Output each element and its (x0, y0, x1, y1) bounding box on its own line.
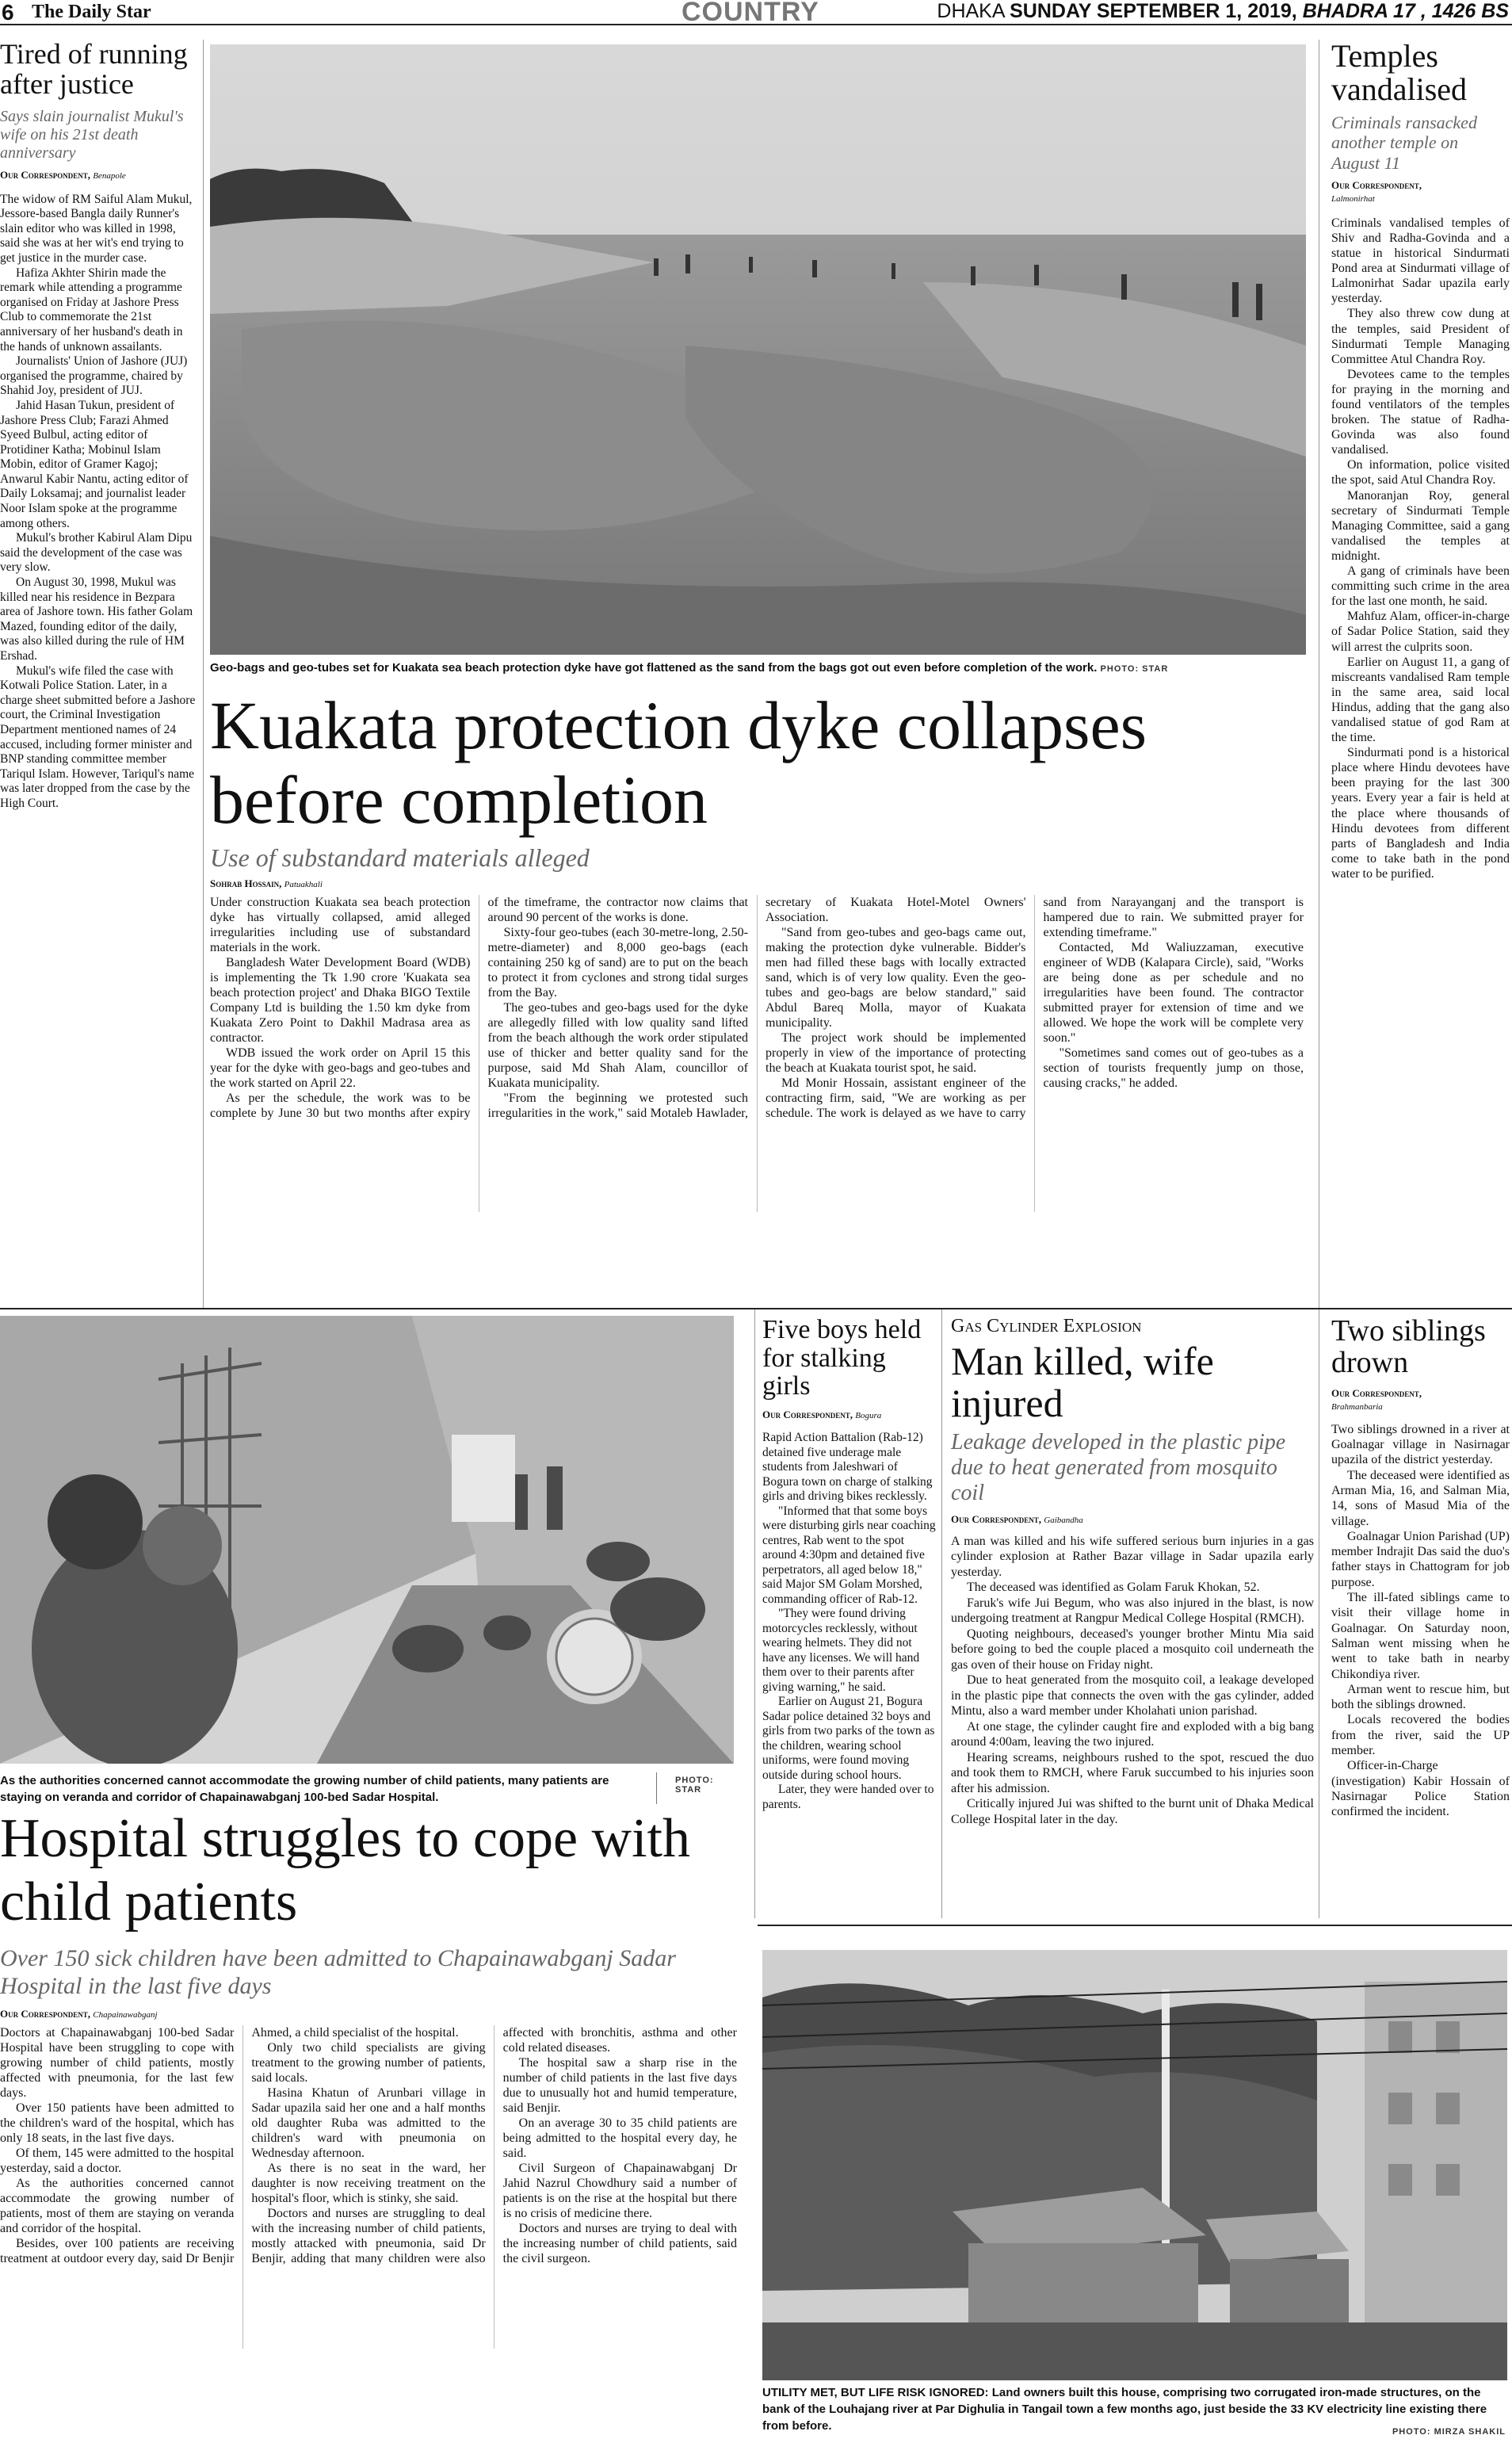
paragraph: "Sand from geo-tubes and geo-bags came out, making the protection dyke vulnerable. Bidder's men had filled these bags with locally extracted sand, which is of very low quality. Even the geo-tubes and geo-bags are below standard," said Abdul Bareq Molla, mayor of Kuakata municipality. (766, 925, 1026, 1030)
paragraph: Arman went to rescue him, but both the siblings drowned. (1331, 1682, 1510, 1712)
paragraph: Doctors at Chapainawabganj 100-bed Sadar Hospital have been struggling to cope with growing number of child patients, mostly affected with pneumonia, for the last few days. (0, 2026, 235, 2100)
paragraph: "They were found driving motorcycles recklessly, without wearing helmets. They did not have any licenses. We will hand them over to their parents after giving warning," he said. (762, 1607, 920, 1694)
story-tired-of-justice (0, 40, 197, 812)
paragraph: Contacted, Md Waliuzzaman, executive engineer of WDB (Kalapara Circle), said, "Works are being done as per schedule and no irregularities have been found. The contractor submitted prayer for extension of time and we allowed. We hope the work will be complete very soon." (1043, 940, 1304, 1045)
paragraph: As per the schedule, the work was to be complete by June 30 but two months after expiry of the timeframe, the contractor now claims that around 90 percent of the works is done. (210, 895, 748, 1120)
paragraph: Besides, over 100 patients are receiving treatment at outdoor every day, said Dr Benjir Ahmed, a child specialist of the hospital. (0, 2026, 459, 2265)
kicker: Gas Cylinder Explosion (951, 1316, 1142, 1336)
paragraph: Earlier on August 11, a gang of miscreants vandalised Ram temple in the same area, said local Hindus, adding that the gang also vandalised statue of god Ram at the time. (1331, 655, 1510, 745)
story-hospital (0, 1807, 745, 2349)
kuakata-beach-photo (210, 44, 1306, 655)
page-header (0, 0, 1512, 25)
paragraph: Two siblings drowned in a river at Goalnagar village in Nasirnagar upazila of the district yesterday. (1331, 1422, 1510, 1467)
byline: Our Correspondent, Brahmanbaria (1331, 1386, 1422, 1412)
paragraph: "From the beginning we protested such irregularities in the work," said Motaleb Hawlader, secretary of Kuakata Hotel-Motel Owners' Association. (487, 895, 1026, 1120)
deck: Leakage developed in the plastic pipe due to heat generated from mosquito coil (951, 1430, 1286, 1506)
corridor-photo-image (0, 1316, 734, 1764)
article-body (1331, 1422, 1510, 1820)
paragraph: Hafiza Akhter Shirin made the remark while attending a programme organised on Friday at Jashore Press Club to commemorate the 21st anniversary of her husband's death in the hands of unknown assailants. (0, 266, 183, 354)
section-title: COUNTRY (682, 0, 819, 27)
paragraph: Hasina Khatun of Arunbari village in Sadar upazila said her one and a half months old daughter Ruba was admitted to the children's ward with pneumonia on Wednesday afternoon. (251, 2086, 486, 2160)
article-body (0, 193, 197, 812)
section-divider (758, 1925, 1512, 1926)
paragraph: They also threw cow dung at the temples, said President of Sindurmati Temple Managing Committee Atul Chandra Roy. (1331, 307, 1510, 366)
paragraph: WDB issued the work order on April 15 this year for the dyke with geo-bags and geo-tubes and the work started on April 22. (210, 1046, 471, 1090)
paragraph: Mahfuz Alam, officer-in-charge of Sadar Police Station, said they will arrest the culprits soon. (1331, 610, 1510, 654)
column-rule (941, 1308, 942, 1918)
article-body (0, 2025, 737, 2349)
paragraph: Jahid Hasan Tukun, president of Jashore Press Club; Farazi Ahmed Syeed Bulbul, acting editor of Protidiner Katha; Mobinul Islam Mobin, editor of Gramer Kagoj; Anwarul Kabir Nantu, acting editor of Daily Loksamaj; and journalist leader Noor Islam spoke at the programme among others. (0, 398, 189, 530)
byline: Our Correspondent, Chapainawabganj (0, 2008, 158, 2020)
paragraph: At one stage, the cylinder caught fire and exploded with a big bang around 4:00am, leaving the two injured. (951, 1719, 1314, 1749)
photo-credit: PHOTO: STAR (1100, 664, 1169, 674)
paragraph: Faruk's wife Jui Begum, who was also injured in the blast, is now undergoing treatment at Rangpur Medical College Hospital (RMCH). (951, 1596, 1314, 1626)
paragraph: Earlier on August 21, Bogura Sadar police detained 32 boys and girls from two parks of the town as the children, wearing school uniforms, were found moving outside during school hours. (762, 1695, 935, 1782)
house-photo-image (762, 1950, 1507, 2380)
article-body (210, 895, 1304, 1212)
story-kuakata (210, 688, 1312, 1212)
paragraph: Rapid Action Battalion (Rab-12) detained five underage male students from Jaleshwari of Bogura town on charge of stalking girls and driving bikes recklessly. (762, 1431, 933, 1504)
paragraph: Later, they were handed over to parents. (762, 1783, 934, 1811)
headline: Five boys held for stalking girls (762, 1315, 922, 1401)
hospital-corridor-photo (0, 1316, 734, 1764)
paragraph: Under construction Kuakata sea beach protection dyke has virtually collapsed, amid alleged irregularities including use of substandard materials in the work. (210, 895, 471, 954)
paragraph: Md Monir Hossain, assistant engineer of the contracting firm, said, "We are working as per schedule. The work is delayed as we have to carry sand from Narayanganj and the transport is hampered due to rain. We submitted prayer for extending timeframe." (766, 895, 1304, 1120)
byline: Our Correspondent, Benapole (0, 168, 126, 181)
paragraph: Bangladesh Water Development Board (WDB) is implementing the Tk 1.90 crore 'Kuakata sea beach protection project' and Dhaka BIGO Textile Company Ltd is building the 1.50 km dyke from Kuakata Zero Point to Dakhil Madrasa area as contractor. (210, 955, 471, 1045)
deck: Over 150 sick children have been admitted to Chapainawabganj Sadar Hospital in the last five days (0, 1945, 676, 1999)
paragraph: Criminals vandalised temples of Shiv and Radha-Govinda and a statue in historical Sindurmati Pond area at Sindurmati village of Lalmonirhat Sadar upazila early yesterday. (1331, 216, 1510, 306)
headline: Kuakata protection dyke collapses before completion (210, 687, 1147, 838)
paragraph: A man was killed and his wife suffered serious burn injuries in a gas cylinder explosion at Rather Bazar village in Sadar upazila early yesterday. (951, 1534, 1314, 1579)
paragraph: The project work should be implemented properly in view of the importance of protecting the beach at Kuakata tourist spot, he said. (766, 1030, 1026, 1075)
paragraph: The deceased were identified as Arman Mia, 16, and Salman Mia, 14, sons of Masud Mia of the village. (1331, 1468, 1510, 1528)
headline: Hospital struggles to cope with child patients (0, 1808, 691, 1932)
paragraph: Sindurmati pond is a historical place where Hindu devotees have been praying for the last 300 years. Every year a fair is held at the place where thousands of Hindu devotees from different parts of Bangladesh and India come to take bath in the pond water to be purified. (1331, 746, 1510, 881)
article-body (1331, 216, 1510, 881)
paragraph: A gang of criminals have been committing such crime in the area for the last one month, he said. (1331, 564, 1510, 609)
paragraph: On an average 30 to 35 child patients are being admitted to the hospital every day, he said. (502, 2116, 737, 2160)
byline: Sohrab Hossain, Patuakhali (210, 877, 323, 889)
paragraph: Due to heat generated from the mosquito coil, a leakage developed in the plastic pipe that connects the oven with the gas cylinder, added Mintu, also a ward member under Kholahati union parishad. (951, 1673, 1314, 1718)
paragraph: Journalists' Union of Jashore (JUJ) organised the programme, chaired by Shahid Joy, president of JUJ. (0, 354, 188, 398)
paragraph: Sixty-four geo-tubes (each 30-metre-long, 2.50-metre-diameter) and 8,000 geo-bags (each containing 250 kg of sand) are to put on the beach to protect it from cyclones and strong tidal surges from the Bay. (487, 925, 748, 1000)
column-rule (203, 40, 204, 1308)
story-two-siblings (1331, 1316, 1510, 1820)
paragraph: Of them, 145 were admitted to the hospital yesterday, said a doctor. (0, 2147, 235, 2175)
paragraph: Manoranjan Roy, general secretary of Sindurmati Temple Managing Committee, said a gang vandalised the temples at midnight. (1331, 488, 1510, 563)
paragraph: The ill-fated siblings came to visit their village home in Goalnagar. On Saturday noon, Salman went missing when he went to take bath in nearby Chikondiya river. (1331, 1591, 1510, 1681)
page-number: 6 (2, 0, 14, 25)
date-line: DHAKA SUNDAY SEPTEMBER 1, 2019, BHADRA 17 , 1426 BS (937, 0, 1509, 22)
paragraph: Civil Surgeon of Chapainawabganj Dr Jahid Nazrul Chowdhury said a number of patients is on the rise at the hospital but there is no crisis of medicine there. (502, 2162, 737, 2220)
paragraph: Doctors and nurses are struggling to deal with the increasing number of child patients, mostly attacked with pneumonia, said Dr Benjir, adding that many children were also affected with bronchitis, asthma and other cold related diseases. (251, 2026, 737, 2265)
paragraph: Officer-in-Charge (investigation) Kabir Hossain of Nasirnagar Police Station confirmed the incident. (1331, 1759, 1510, 1819)
deck: Criminals ransacked another temple on August 11 (1331, 113, 1477, 173)
paragraph: "Informed that that some boys were disturbing girls near coaching centres, Rab went to the spot around 4:30pm and detained five perpetrators, all aged below 18," said Major SM Golam Morshed, commanding officer of Rab-12. (762, 1504, 936, 1606)
paragraph: The deceased was identified as Golam Faruk Khokan, 52. (967, 1581, 1260, 1595)
article-body (951, 1534, 1314, 1828)
masthead-logo: The Daily Star (32, 2, 151, 22)
paragraph: Critically injured Jui was shifted to the burnt unit of Dhaka Medical College Hospital later in the day. (951, 1797, 1314, 1826)
headline: Tired of running after justice (0, 38, 188, 100)
paragraph: Mukul's wife filed the case with Kotwali Police Station. Later, in a charge sheet submitted before a Jashore court, the Criminal Investigation Department mentioned names of 24 accused, including former minister and BNP standing committee member Tariqul Islam. However, Tariqul's name was later dropped from the case by the High Court. (0, 663, 196, 810)
paragraph: As there is no seat in the ward, her daughter is now receiving treatment on the hospital's floor, which is stinky, she said. (251, 2162, 486, 2205)
beach-photo-image (210, 44, 1306, 655)
paragraph: Devotees came to the temples for praying in the morning and found ventilators of the temples broken. The statue of Radha-Govinda was also found vandalised. (1331, 367, 1510, 457)
paragraph: Only two child specialists are giving treatment to the growing number of patients, said locals. (251, 2041, 486, 2085)
paragraph: Goalnagar Union Parishad (UP) member Indrajit Das said the duo's father stays in Chattogram for job purpose. (1331, 1529, 1510, 1589)
column-rule (754, 1308, 755, 1918)
paragraph: Doctors and nurses are trying to deal with the increasing number of child patients, said the civil surgeon. (502, 2222, 737, 2265)
story-temples-vandalised (1331, 40, 1510, 881)
byline: Our Correspondent, Bogura (762, 1409, 882, 1421)
photo-credit: PHOTO: STAR (675, 1776, 714, 1795)
headline: Two siblings drown (1331, 1314, 1486, 1379)
deck: Use of substandard materials alleged (210, 843, 590, 872)
story-five-boys (762, 1316, 937, 1812)
utility-house-photo (762, 1950, 1507, 2380)
paragraph: Over 150 patients have been admitted to the children's ward of the hospital, which has only 18 seats, in the last five days. (0, 2101, 235, 2145)
photo-caption: As the authorities concerned cannot accommodate the growing number of child patients, many patients are staying on veranda and corridor of Chapainawabganj 100-bed Sadar Hospital. (0, 1774, 609, 1804)
paragraph: On August 30, 1998, Mukul was killed near his residence in Bezpara area of Jashore town. His father Golam Mazed, founding editor of the daily, was also killed during the rule of HM Ershad. (0, 575, 193, 663)
paragraph: "Sometimes sand comes out of geo-tubes as a section of tourists frequently jump on those, causing cracks," he added. (1043, 1046, 1304, 1090)
paragraph: The geo-tubes and geo-bags used for the dyke are allegedly filled with low quality sand lifted from the beach although the work order stipulated use of thicker and better quality sand for the purpose, said Md Shah Alam, councillor of Kuakata municipality. (487, 1000, 748, 1090)
paragraph: Hearing screams, neighbours rushed to the spot, rescued the duo and took them to RMCH, where Faruk succumbed to his injuries soon after his admission. (951, 1750, 1314, 1795)
caption-rule (656, 1772, 657, 1804)
section-divider (0, 1308, 1512, 1309)
story-gas-cylinder (951, 1316, 1314, 1827)
photo-credit: PHOTO: MIRZA SHAKIL (1392, 2427, 1506, 2437)
paragraph: Mukul's brother Kabirul Alam Dipu said the development of the case was very slow. (0, 531, 193, 575)
article-body (762, 1431, 937, 1812)
headline: Man killed, wife injured (951, 1339, 1214, 1425)
paragraph: Locals recovered the bodies from the river, said the UP member. (1331, 1713, 1510, 1758)
byline: Our Correspondent, Gaibandha (951, 1512, 1083, 1525)
photo-caption: UTILITY MET, BUT LIFE RISK IGNORED: Land owners built this house, comprising two corrugated iron-made structures, on the bank of the Louhajang river at Par Dighulia in Tangail town a few months ago, just beside the 33 KV electricity line existing there from before. (762, 2386, 1487, 2433)
paragraph: As the authorities concerned cannot accommodate the growing number of patients, most of them are staying on veranda and corridor of the hospital. (0, 2177, 235, 2235)
paragraph: Quoting neighbours, deceased's younger brother Mintu Mia said before going to bed the couple placed a mosquito coil underneath the gas oven of their house on Friday night. (951, 1627, 1314, 1672)
headline: Temples vandalised (1331, 38, 1468, 107)
paragraph: The hospital saw a sharp rise in the number of child patients in the last five days due to unusually hot and humid temperature, said Benjir. (502, 2056, 737, 2115)
paragraph: The widow of RM Saiful Alam Mukul, Jessore-based Bangla daily Runner's slain editor who was killed in 1998, said she was at her wit's end trying to get justice in the murder case. (0, 192, 193, 265)
byline: Our Correspondent, Lalmonirhat (1331, 178, 1422, 204)
paragraph: On information, police visited the spot, said Atul Chandra Roy. (1331, 458, 1510, 487)
photo-caption: Geo-bags and geo-tubes set for Kuakata sea beach protection dyke have got flattened as the sand from the bags got out even before completion of the work. PHOTO: STAR (210, 661, 1169, 675)
deck: Says slain journalist Mukul's wife on his 21st death anniversary (0, 107, 184, 162)
